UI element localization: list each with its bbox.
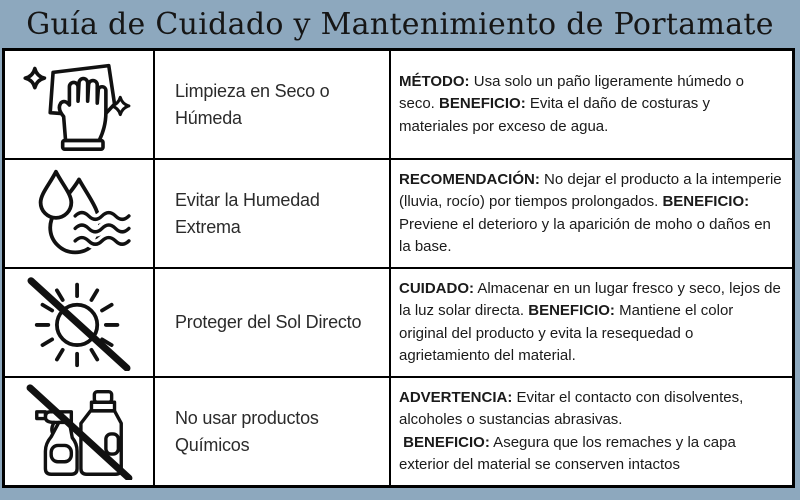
benefit-label: BENEFICIO: bbox=[662, 193, 750, 211]
care-guide-table bbox=[2, 48, 795, 488]
icon-cell bbox=[5, 51, 155, 158]
water-drops-waves-icon bbox=[17, 166, 141, 262]
icon-cell bbox=[5, 269, 155, 376]
recommendation-label: RECOMENDACIÓN: bbox=[399, 171, 540, 189]
method-label: MÉTODO: bbox=[399, 73, 470, 91]
row-title: No usar productos Químicos bbox=[155, 378, 391, 485]
hand-wiping-sparkles-icon bbox=[17, 57, 141, 153]
row-title: Evitar la Humedad Extrema bbox=[155, 160, 391, 267]
table-row-protect-from-sun bbox=[5, 267, 792, 376]
row-title: Proteger del Sol Directo bbox=[155, 269, 391, 376]
warning-label: ADVERTENCIA: bbox=[399, 389, 513, 407]
benefit-label: BENEFICIO: bbox=[528, 302, 615, 320]
no-chemical-products-icon bbox=[17, 384, 141, 480]
row-description bbox=[391, 160, 792, 267]
description-text: CUIDADO: Almacenar en un lugar fresco y seco, lejos de la luz solar directa. BENEFICIO: Mantiene el color original del producto y evita la resequedad o agrietamiento del material. bbox=[399, 280, 781, 364]
row-description bbox=[391, 378, 792, 485]
no-direct-sun-icon bbox=[17, 275, 141, 371]
table-row-no-chemicals bbox=[5, 376, 792, 485]
description-text: MÉTODO: Usa solo un paño ligeramente húmedo o seco. BENEFICIO: Evita el daño de costuras y materiales por exceso de agua. bbox=[399, 73, 744, 135]
table-row-dry-cleaning bbox=[5, 51, 792, 158]
row-title: Limpieza en Seco o Húmeda bbox=[155, 51, 391, 158]
icon-cell bbox=[5, 160, 155, 267]
page-title: Guía de Cuidado y Mantenimiento de Portamate bbox=[26, 6, 774, 42]
icon-cell bbox=[5, 378, 155, 485]
caution-label: CUIDADO: bbox=[399, 280, 474, 298]
row-description bbox=[391, 51, 792, 158]
table-row-avoid-humidity bbox=[5, 158, 792, 267]
description-text: RECOMENDACIÓN: No dejar el producto a la intemperie (lluvia, rocío) por tiempos prolongados. BENEFICIO: Previene el deterioro y la aparición de moho o daños en la base. bbox=[399, 171, 782, 255]
benefit-label: BENEFICIO: bbox=[399, 433, 490, 451]
benefit-label: BENEFICIO: bbox=[439, 95, 526, 113]
row-description bbox=[391, 269, 792, 376]
description-text: ADVERTENCIA: Evitar el contacto con disolventes, alcoholes o sustancias abrasivas. BENEFICIO: Asegura que los remaches y la capa exterior del material se conserven intactos bbox=[399, 389, 744, 473]
